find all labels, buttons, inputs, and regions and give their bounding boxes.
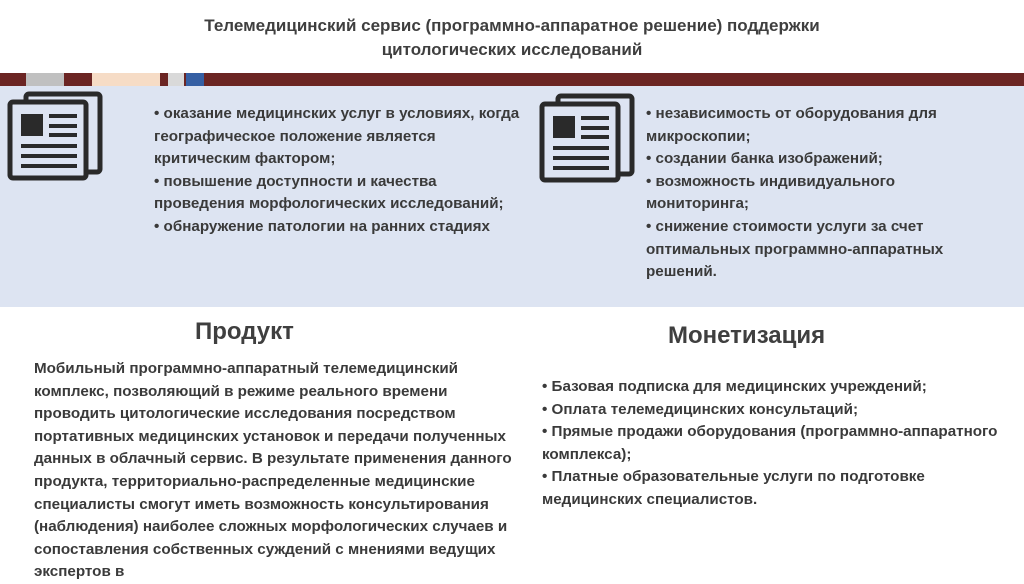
list-item: • Базовая подписка для медицинских учреждений; xyxy=(542,378,927,395)
accent-segment-peach xyxy=(92,73,160,86)
list-item: • Прямые продажи оборудования (программно-аппаратного комплекса); xyxy=(542,423,998,463)
slide-title-line1: Телемедицинский сервис (программно-аппаратное решение) поддержки xyxy=(204,16,820,35)
accent-segment-gray xyxy=(26,73,64,86)
document-icon xyxy=(536,92,636,184)
list-item: • оказание медицинских услуг в условиях, когда географическое положение является критическим фактором; xyxy=(154,105,520,168)
list-item: • Оплата телемедицинских консультаций; xyxy=(542,400,858,418)
monetization-list xyxy=(542,376,1002,512)
list-item: • обнаружение патологии на ранних стадиях xyxy=(154,217,490,235)
list-item: • независимость от оборудования для микроскопии; xyxy=(646,105,937,145)
accent-bar xyxy=(0,73,1024,86)
accent-segment-blue xyxy=(186,73,204,86)
accent-segment-lightgray xyxy=(168,73,184,86)
list-item: • создании банка изображений; xyxy=(646,150,883,168)
monetization-heading: Монетизация xyxy=(668,322,826,349)
product-description: Мобильный программно-аппаратный телемедицинский комплекс, позволяющий в режиме реального времени проводить цитологические исследования посредством портативных медицинских установок и передачи полученных данных в облачный сервис. В результате применения данного продукта, территориально-распределенные медицинские специалисты смогут иметь возможность консультирования (наблюдения) наиболее сложных морфологических случаев и сопоставления собственных суждений с мнениями ведущих экспертов в xyxy=(34,360,512,581)
document-icon xyxy=(4,90,104,182)
list-item: • Платные образовательные услуги по подготовке медицинских специалистов. xyxy=(542,468,925,508)
slide-title xyxy=(0,14,1024,62)
list-item: • снижение стоимости услуги за счет оптимальных программно-аппаратных решений. xyxy=(646,217,944,281)
list-item: • повышение доступности и качества проведения морфологических исследований; xyxy=(154,172,504,213)
product-heading: Продукт xyxy=(195,318,294,345)
right-benefits-list xyxy=(646,103,991,284)
left-benefits-list xyxy=(154,103,529,239)
list-item: • возможность индивидуального мониторинга; xyxy=(646,172,896,213)
slide-title-line2: цитологических исследований xyxy=(381,40,643,59)
